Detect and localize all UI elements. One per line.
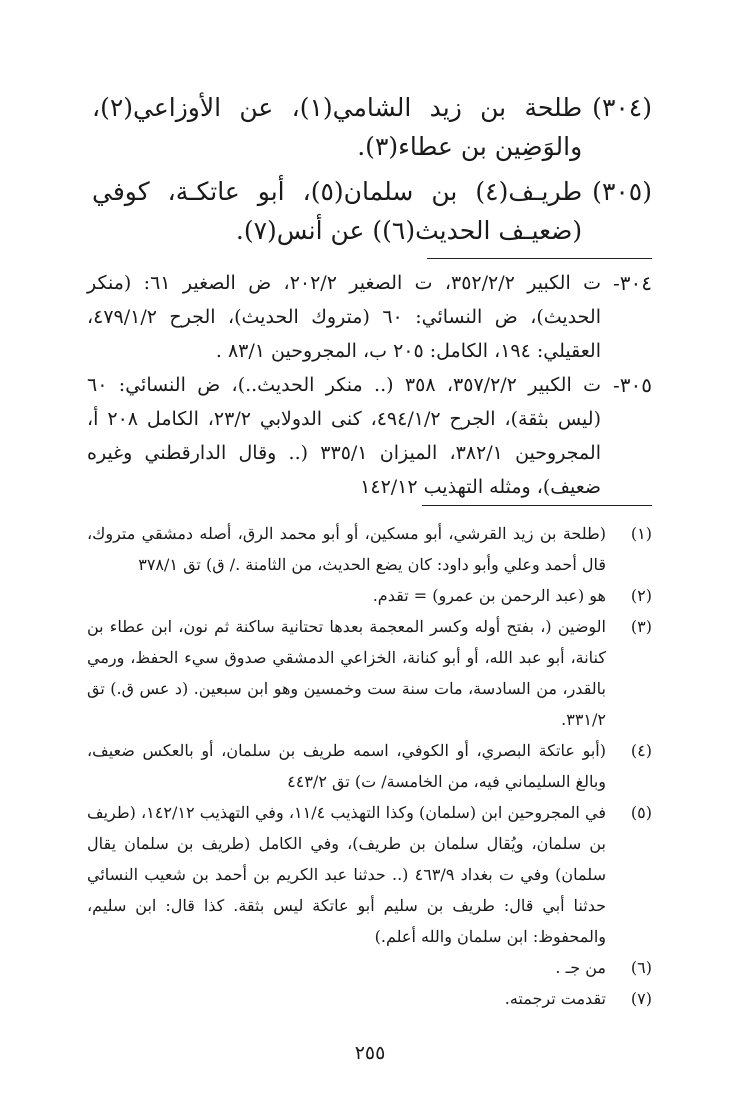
references-section (87, 266, 652, 504)
entry-text: طريـف(٤) بن سلمان(٥)، أبو عاتكـة، كوفي (ضعيـف الحديث(٦)) عن أنس(٧). (92, 177, 583, 245)
entry-number: (٣٠٤) (592, 93, 652, 122)
footnote-5 (87, 797, 652, 952)
separator-rule (422, 505, 652, 506)
footnote-text: من جـ . (555, 958, 606, 977)
footnote-number: (٧) (630, 989, 652, 1008)
footnote-number: (٥) (630, 803, 652, 822)
footnote-number: (٣) (630, 617, 652, 636)
reference-305 (87, 368, 652, 504)
footnote-text: هو (عبد الرحمن بن عمرو) = تقدم. (372, 586, 606, 605)
reference-number: ٣٠٤- (613, 271, 652, 295)
footnote-number: (٦) (630, 958, 652, 977)
footnote-1 (87, 518, 652, 580)
main-entries (92, 88, 652, 256)
reference-number: ٣٠٥- (613, 373, 652, 397)
footnote-number: (١) (630, 524, 652, 543)
footnote-7 (87, 983, 652, 1014)
footnote-text: الوضين (، بفتح أوله وكسر المعجمة بعدها تحتانية ساكنة ثم نون، ابن عطاء بن كنانة، أبو عبد الله، أو أبو كنانة، الخزاعي الدمشقي صدوق سيء الحفظ، ورمي بالقدر، من السادسة، مات سنة ست وخمسين وهو ابن سبعين. (د عس ق.) تق ٣٣١/٢. (87, 617, 606, 729)
footnotes-section (87, 518, 652, 1014)
footnote-text: (أبو عاتكة البصري، أو الكوفي، اسمه طريف بن سلمان، أو بالعكس ضعيف، وبالغ السليماني فيه، من الخامسة/ ت) تق ٤٤٣/٢ (87, 741, 606, 791)
reference-304 (87, 266, 652, 368)
page-number: ٢٥٥ (354, 1042, 386, 1064)
footnote-text: تقدمت ترجمته. (504, 989, 606, 1008)
footnote-number: (٢) (630, 586, 652, 605)
reference-text: ت الكبير ٣٥٢/٢/٢، ت الصغير ٢٠٢/٢، ض الصغير ٦١: (منكر الحديث)، ض النسائي: ٦٠ (متروك الحديث)، الجرح ٤٧٩/١/٢، العقيلي: ١٩٤، الكامل: ٢٠٥ ب، المجروحين ٨٣/١ . (87, 272, 601, 362)
separator-rule (427, 258, 652, 259)
entry-text: طلحة بن زيد الشامي(١)، عن الأوزاعي(٢)، والوَضِين بن عطاء(٣). (92, 93, 583, 161)
entry-number: (٣٠٥) (592, 177, 652, 206)
footnote-3 (87, 611, 652, 735)
footnote-text: في المجروحين ابن (سلمان) وكذا التهذيب ١١/٤، وفي التهذيب ١٤٢/١٢، (طريف بن سلمان، ويُقال سلمان بن طريف)، وفي الكامل (طريف بن سلمان يقال سلمان) وفي ت بغداد ٤٦٣/٩ (.. حدثنا عبد الكريم بن أحمد بن شعيب النسائي حدثنا أبي قال: طريف بن سليم أبو عاتكة ليس بثقة. كذا قال: ابن سليم، والمحفوظ: ابن سلمان والله أعلم.) (87, 803, 607, 946)
reference-text: ت الكبير ٣٥٧/٢/٢، ٣٥٨ (.. منكر الحديث..)، ض النسائي: ٦٠ (ليس بثقة)، الجرح ٤٩٤/١/٢، كنى الدولابي ٢٣/٢، الكامل ٢٠٨ أ، المجروحين ٣٨٢/١، الميزان ٣٣٥/١ (.. وقال الدارقطني وغيره ضعيف)، ومثله التهذيب ١٤٢/١٢ (87, 374, 602, 498)
footnote-2 (87, 580, 652, 611)
footnote-text: (طلحة بن زيد القرشي، أبو مسكين، أو أبو محمد الرق، أصله دمشقي متروك، قال أحمد وعلي وأبو داود: كان يضع الحديث، من الثامنة ./ ق) تق ٣٧٨/١ (87, 524, 606, 574)
footnote-4 (87, 735, 652, 797)
footnote-6 (87, 952, 652, 983)
entry-304 (92, 88, 652, 166)
footnote-number: (٤) (630, 741, 652, 760)
entry-305 (92, 172, 652, 250)
